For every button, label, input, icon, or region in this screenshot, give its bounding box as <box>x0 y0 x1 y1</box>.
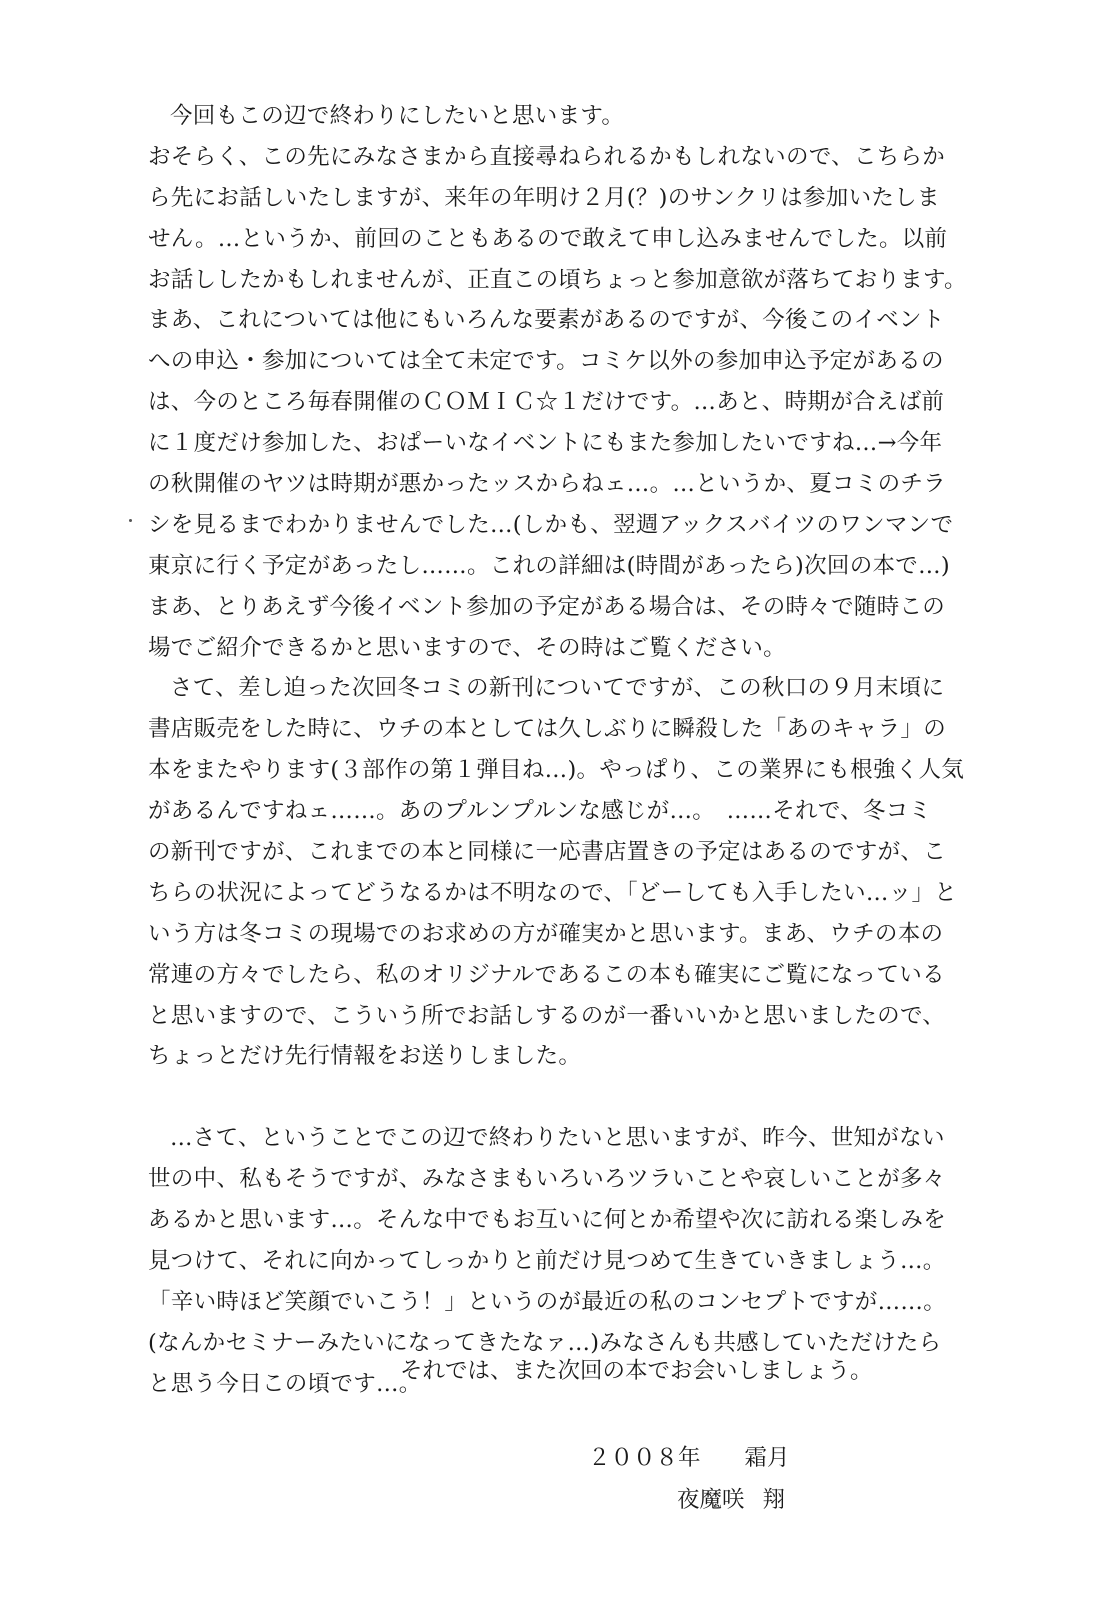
paragraph-line: 「辛い時ほど笑顔でいこう！」というのが最近の私のコンセプトですが……。 <box>148 1288 947 1315</box>
paragraph-line: おそらく、この先にみなさまから直接尋ねられるかもしれないので、こちらか <box>148 143 946 170</box>
signature-author <box>677 1485 785 1515</box>
paragraph-line: ちょっとだけ先行情報をお送りしました。 <box>148 1043 582 1070</box>
paragraph-line: 見つけて、それに向かってしっかりと前だけ見つめて生きていきましょう…。 <box>148 1247 946 1274</box>
paragraph-line: せん。…というか、前回のこともあるので敢えて申し込みませんでした。以前 <box>148 225 948 252</box>
paragraph-line: 本をまたやります(３部作の第１弾目ね…)。やっぱり、この業界にも根強く人気 <box>148 757 965 784</box>
paragraph-line: の秋開催のヤツは時期が悪かったッスからねェ…。…というか、夏コミのチラ <box>148 471 947 498</box>
paragraph-line: 東京に行く予定があったし……。これの詳細は(時間があったら)次回の本で…) <box>148 552 950 579</box>
signature-month: 霜月 <box>744 1445 790 1471</box>
paragraph-line: 書店販売をした時に、ウチの本としては久しぶりに瞬殺した「あのキャラ」の <box>148 716 947 743</box>
paragraph-line: の新刊ですが、これまでの本と同様に一応書店置きの予定はあるのですが、こ <box>148 839 947 866</box>
scan-speck <box>129 519 132 522</box>
paragraph-line: 場でご紹介できるかと思いますので、その時はご覧ください。 <box>148 634 786 661</box>
paragraph-line: 世の中、私もそうですが、みなさまもいろいろツラいことや哀しいことが多々 <box>148 1166 946 1193</box>
signature-year: ２００８年 <box>588 1445 701 1471</box>
paragraph-line: ら先にお話しいたしますが、来年の年明け２月(？)のサンクリは参加いたしま <box>148 184 940 211</box>
paragraph-line: いう方は冬コミの現場でのお求めの方が確実かと思います。まあ、ウチの本の <box>148 920 944 947</box>
signature-date <box>588 1443 790 1473</box>
paragraph-line: と思いますので、こういう所でお話しするのが一番いいかと思いましたので、 <box>148 1002 946 1029</box>
paragraph-line: 今回もこの辺で終わりにしたいと思います。 <box>170 103 625 129</box>
paragraph-line: (なんかセミナーみたいになってきたなァ…)みなさんも共感していただけたら <box>148 1329 942 1356</box>
paragraph-line: への申込・参加については全て未定です。コミケ以外の参加申込予定があるの <box>148 348 944 375</box>
author-family-name: 夜魔咲 <box>677 1487 745 1513</box>
paragraph-line: お話ししたかもしれませんが、正直この頃ちょっと参加意欲が落ちております。 <box>148 266 967 293</box>
paragraph-line: があるんですねェ……。あのプルンプルンな感じが…。 ……それで、冬コミ <box>148 798 932 825</box>
closing-line: それでは、また次回の本でお会いしましょう。 <box>400 1358 873 1384</box>
paragraph-line: まあ、とりあえず今後イベント参加の予定がある場合は、その時々で随時この <box>148 593 946 620</box>
paragraph-line: 常連の方々でしたら、私のオリジナルであるこの本も確実にご覧になっている <box>148 961 945 988</box>
author-given-name: 翔 <box>762 1487 786 1513</box>
paragraph-line: あるかと思います…。そんな中でもお互いに何とか希望や次に訪れる楽しみを <box>148 1207 947 1234</box>
paragraph-line: …さて、ということでこの辺で終わりたいと思いますが、昨今、世知がない <box>170 1125 945 1152</box>
paragraph-line: と思う今日この頃です…。 <box>148 1370 422 1397</box>
paragraph-gap <box>148 1077 968 1118</box>
paragraph-line: は、今のところ毎春開催のＣＯＭＩＣ☆１だけです。…あと、時期が合えば前 <box>148 389 945 416</box>
paragraph-line: まあ、これについては他にもいろんな要素があるのですが、今後このイベント <box>148 307 945 334</box>
paragraph-line: に１度だけ参加した、おぱーいなイベントにもまた参加したいですね…→今年 <box>148 430 943 457</box>
paragraph-line: ちらの状況によってどうなるかは不明なので、「どーしても入手したい…ッ」と <box>148 879 958 906</box>
letter-body <box>148 96 968 1405</box>
paragraph-line: シを見るまでわかりませんでした…(しかも、翌週アックスバイツのワンマンで <box>148 511 954 538</box>
paragraph-line: さて、差し迫った次回冬コミの新刊についてですが、この秋口の９月末頃に <box>170 675 945 702</box>
